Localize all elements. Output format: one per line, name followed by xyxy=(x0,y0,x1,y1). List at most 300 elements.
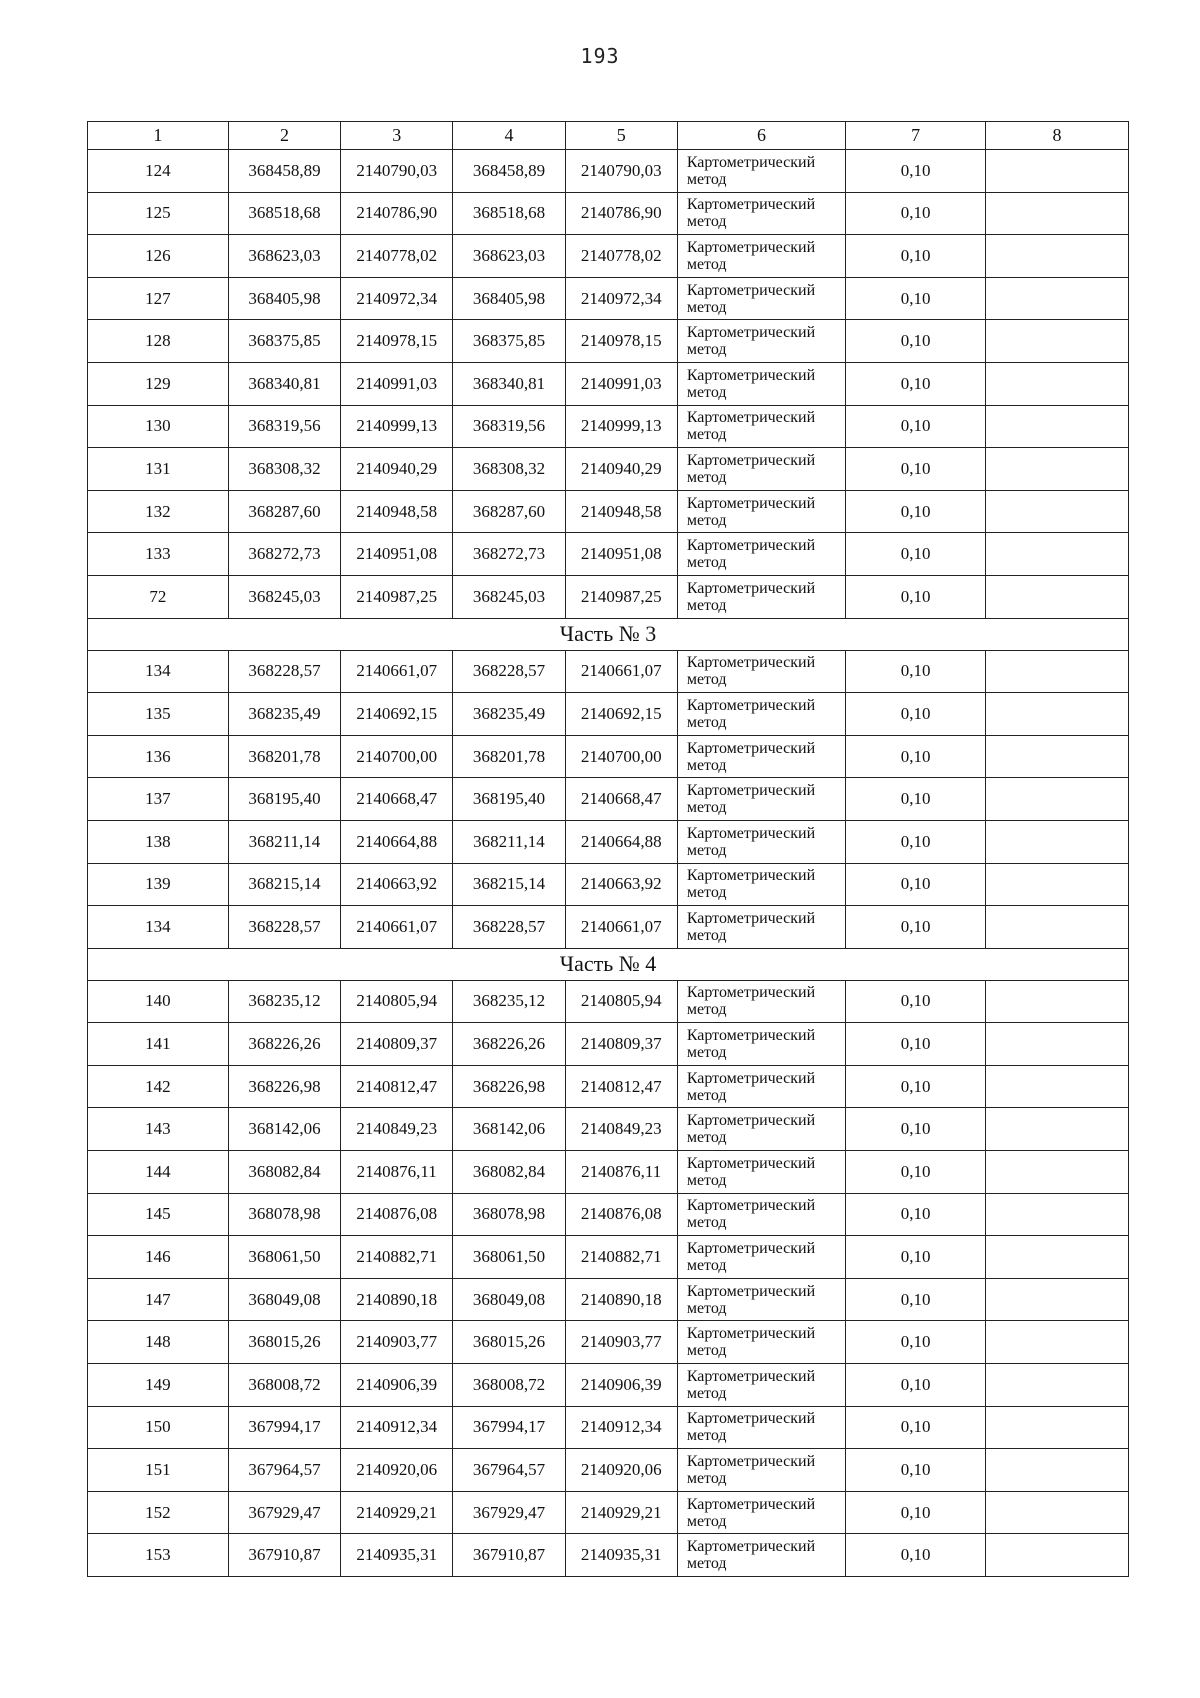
point-number-cell: 142 xyxy=(88,1065,229,1108)
header-cell: 3 xyxy=(341,122,453,150)
x-coordinate-cell: 368287,60 xyxy=(228,490,340,533)
x-coordinate-cell: 368049,08 xyxy=(228,1278,340,1321)
x-coordinate-cell: 368008,72 xyxy=(453,1364,565,1407)
y-coordinate-cell: 2140948,58 xyxy=(341,490,453,533)
x-coordinate-cell: 368518,68 xyxy=(453,192,565,235)
method-cell: Картометрический метод xyxy=(677,820,845,863)
x-coordinate-cell: 368228,57 xyxy=(453,650,565,693)
x-coordinate-cell: 368078,98 xyxy=(453,1193,565,1236)
accuracy-cell: 0,10 xyxy=(846,277,986,320)
point-number-cell: 143 xyxy=(88,1108,229,1151)
x-coordinate-cell: 368201,78 xyxy=(453,735,565,778)
table-row xyxy=(88,192,1129,235)
y-coordinate-cell: 2140903,77 xyxy=(341,1321,453,1364)
table-row xyxy=(88,1534,1129,1577)
y-coordinate-cell: 2140661,07 xyxy=(565,650,677,693)
x-coordinate-cell: 368623,03 xyxy=(228,235,340,278)
point-number-cell: 151 xyxy=(88,1449,229,1492)
note-cell xyxy=(986,693,1129,736)
note-cell xyxy=(986,778,1129,821)
note-cell xyxy=(986,277,1129,320)
point-number-cell: 147 xyxy=(88,1278,229,1321)
y-coordinate-cell: 2140912,34 xyxy=(341,1406,453,1449)
y-coordinate-cell: 2140809,37 xyxy=(565,1023,677,1066)
point-number-cell: 144 xyxy=(88,1151,229,1194)
note-cell xyxy=(986,863,1129,906)
y-coordinate-cell: 2140991,03 xyxy=(341,362,453,405)
accuracy-cell: 0,10 xyxy=(846,405,986,448)
x-coordinate-cell: 368061,50 xyxy=(453,1236,565,1279)
note-cell xyxy=(986,1151,1129,1194)
accuracy-cell: 0,10 xyxy=(846,575,986,618)
method-cell: Картометрический метод xyxy=(677,150,845,193)
table-row xyxy=(88,448,1129,491)
note-cell xyxy=(986,1364,1129,1407)
x-coordinate-cell: 368518,68 xyxy=(228,192,340,235)
x-coordinate-cell: 368211,14 xyxy=(453,820,565,863)
table-row xyxy=(88,863,1129,906)
y-coordinate-cell: 2140890,18 xyxy=(565,1278,677,1321)
x-coordinate-cell: 368287,60 xyxy=(453,490,565,533)
accuracy-cell: 0,10 xyxy=(846,320,986,363)
accuracy-cell: 0,10 xyxy=(846,1449,986,1492)
method-cell: Картометрический метод xyxy=(677,320,845,363)
y-coordinate-cell: 2140972,34 xyxy=(565,277,677,320)
method-cell: Картометрический метод xyxy=(677,277,845,320)
accuracy-cell: 0,10 xyxy=(846,778,986,821)
x-coordinate-cell: 368082,84 xyxy=(228,1151,340,1194)
x-coordinate-cell: 368015,26 xyxy=(228,1321,340,1364)
x-coordinate-cell: 367910,87 xyxy=(228,1534,340,1577)
y-coordinate-cell: 2140882,71 xyxy=(341,1236,453,1279)
point-number-cell: 150 xyxy=(88,1406,229,1449)
point-number-cell: 134 xyxy=(88,906,229,949)
note-cell xyxy=(986,490,1129,533)
y-coordinate-cell: 2140805,94 xyxy=(565,980,677,1023)
header-cell: 1 xyxy=(88,122,229,150)
x-coordinate-cell: 367994,17 xyxy=(228,1406,340,1449)
method-cell: Картометрический метод xyxy=(677,1151,845,1194)
accuracy-cell: 0,10 xyxy=(846,863,986,906)
y-coordinate-cell: 2140929,21 xyxy=(565,1491,677,1534)
note-cell xyxy=(986,150,1129,193)
table-row xyxy=(88,1023,1129,1066)
x-coordinate-cell: 368272,73 xyxy=(453,533,565,576)
table-row xyxy=(88,150,1129,193)
note-cell xyxy=(986,1236,1129,1279)
point-number-cell: 72 xyxy=(88,575,229,618)
note-cell xyxy=(986,575,1129,618)
method-cell: Картометрический метод xyxy=(677,1491,845,1534)
y-coordinate-cell: 2140661,07 xyxy=(565,906,677,949)
y-coordinate-cell: 2140882,71 xyxy=(565,1236,677,1279)
table-row xyxy=(88,1449,1129,1492)
accuracy-cell: 0,10 xyxy=(846,820,986,863)
note-cell xyxy=(986,235,1129,278)
y-coordinate-cell: 2140935,31 xyxy=(565,1534,677,1577)
table-row xyxy=(88,320,1129,363)
y-coordinate-cell: 2140661,07 xyxy=(341,906,453,949)
note-cell xyxy=(986,1534,1129,1577)
x-coordinate-cell: 368228,57 xyxy=(228,906,340,949)
x-coordinate-cell: 367964,57 xyxy=(453,1449,565,1492)
header-cell: 2 xyxy=(228,122,340,150)
accuracy-cell: 0,10 xyxy=(846,650,986,693)
y-coordinate-cell: 2140929,21 xyxy=(341,1491,453,1534)
accuracy-cell: 0,10 xyxy=(846,1151,986,1194)
x-coordinate-cell: 368375,85 xyxy=(228,320,340,363)
table-row xyxy=(88,1321,1129,1364)
x-coordinate-cell: 368226,98 xyxy=(453,1065,565,1108)
y-coordinate-cell: 2140940,29 xyxy=(341,448,453,491)
accuracy-cell: 0,10 xyxy=(846,1278,986,1321)
y-coordinate-cell: 2140809,37 xyxy=(341,1023,453,1066)
method-cell: Картометрический метод xyxy=(677,980,845,1023)
method-cell: Картометрический метод xyxy=(677,1278,845,1321)
x-coordinate-cell: 367964,57 xyxy=(228,1449,340,1492)
note-cell xyxy=(986,820,1129,863)
y-coordinate-cell: 2140951,08 xyxy=(565,533,677,576)
y-coordinate-cell: 2140999,13 xyxy=(565,405,677,448)
note-cell xyxy=(986,1278,1129,1321)
point-number-cell: 126 xyxy=(88,235,229,278)
x-coordinate-cell: 368235,12 xyxy=(228,980,340,1023)
table-row xyxy=(88,980,1129,1023)
point-number-cell: 145 xyxy=(88,1193,229,1236)
x-coordinate-cell: 368228,57 xyxy=(228,650,340,693)
x-coordinate-cell: 368340,81 xyxy=(453,362,565,405)
y-coordinate-cell: 2140906,39 xyxy=(565,1364,677,1407)
accuracy-cell: 0,10 xyxy=(846,1193,986,1236)
y-coordinate-cell: 2140876,11 xyxy=(341,1151,453,1194)
note-cell xyxy=(986,320,1129,363)
method-cell: Картометрический метод xyxy=(677,1321,845,1364)
x-coordinate-cell: 367994,17 xyxy=(453,1406,565,1449)
point-number-cell: 138 xyxy=(88,820,229,863)
accuracy-cell: 0,10 xyxy=(846,448,986,491)
method-cell: Картометрический метод xyxy=(677,650,845,693)
y-coordinate-cell: 2140920,06 xyxy=(565,1449,677,1492)
method-cell: Картометрический метод xyxy=(677,1023,845,1066)
method-cell: Картометрический метод xyxy=(677,1534,845,1577)
accuracy-cell: 0,10 xyxy=(846,1023,986,1066)
y-coordinate-cell: 2140876,08 xyxy=(341,1193,453,1236)
x-coordinate-cell: 368319,56 xyxy=(228,405,340,448)
y-coordinate-cell: 2140812,47 xyxy=(565,1065,677,1108)
table-row xyxy=(88,778,1129,821)
table-row xyxy=(88,693,1129,736)
page-number: 193 xyxy=(580,44,620,68)
method-cell: Картометрический метод xyxy=(677,1236,845,1279)
x-coordinate-cell: 368235,49 xyxy=(228,693,340,736)
accuracy-cell: 0,10 xyxy=(846,1364,986,1407)
x-coordinate-cell: 368228,57 xyxy=(453,906,565,949)
y-coordinate-cell: 2140906,39 xyxy=(341,1364,453,1407)
point-number-cell: 132 xyxy=(88,490,229,533)
accuracy-cell: 0,10 xyxy=(846,490,986,533)
method-cell: Картометрический метод xyxy=(677,533,845,576)
accuracy-cell: 0,10 xyxy=(846,362,986,405)
table-row xyxy=(88,1278,1129,1321)
method-cell: Картометрический метод xyxy=(677,490,845,533)
method-cell: Картометрический метод xyxy=(677,1065,845,1108)
y-coordinate-cell: 2140948,58 xyxy=(565,490,677,533)
note-cell xyxy=(986,650,1129,693)
note-cell xyxy=(986,906,1129,949)
point-number-cell: 125 xyxy=(88,192,229,235)
method-cell: Картометрический метод xyxy=(677,192,845,235)
x-coordinate-cell: 368375,85 xyxy=(453,320,565,363)
y-coordinate-cell: 2140664,88 xyxy=(341,820,453,863)
point-number-cell: 135 xyxy=(88,693,229,736)
accuracy-cell: 0,10 xyxy=(846,1534,986,1577)
accuracy-cell: 0,10 xyxy=(846,533,986,576)
table-row xyxy=(88,820,1129,863)
accuracy-cell: 0,10 xyxy=(846,1491,986,1534)
method-cell: Картометрический метод xyxy=(677,575,845,618)
accuracy-cell: 0,10 xyxy=(846,192,986,235)
note-cell xyxy=(986,192,1129,235)
table-row xyxy=(88,235,1129,278)
note-cell xyxy=(986,362,1129,405)
x-coordinate-cell: 368272,73 xyxy=(228,533,340,576)
table-row xyxy=(88,735,1129,778)
header-cell: 5 xyxy=(565,122,677,150)
method-cell: Картометрический метод xyxy=(677,735,845,778)
table-row xyxy=(88,533,1129,576)
accuracy-cell: 0,10 xyxy=(846,1406,986,1449)
method-cell: Картометрический метод xyxy=(677,778,845,821)
x-coordinate-cell: 368078,98 xyxy=(228,1193,340,1236)
accuracy-cell: 0,10 xyxy=(846,1065,986,1108)
y-coordinate-cell: 2140912,34 xyxy=(565,1406,677,1449)
method-cell: Картометрический метод xyxy=(677,906,845,949)
x-coordinate-cell: 368308,32 xyxy=(228,448,340,491)
y-coordinate-cell: 2140999,13 xyxy=(341,405,453,448)
y-coordinate-cell: 2140692,15 xyxy=(565,693,677,736)
note-cell xyxy=(986,448,1129,491)
note-cell xyxy=(986,1023,1129,1066)
x-coordinate-cell: 368319,56 xyxy=(453,405,565,448)
table-row xyxy=(88,490,1129,533)
y-coordinate-cell: 2140876,08 xyxy=(565,1193,677,1236)
note-cell xyxy=(986,1108,1129,1151)
y-coordinate-cell: 2140978,15 xyxy=(565,320,677,363)
x-coordinate-cell: 368215,14 xyxy=(453,863,565,906)
x-coordinate-cell: 368008,72 xyxy=(228,1364,340,1407)
note-cell xyxy=(986,1406,1129,1449)
note-cell xyxy=(986,980,1129,1023)
y-coordinate-cell: 2140920,06 xyxy=(341,1449,453,1492)
y-coordinate-cell: 2140805,94 xyxy=(341,980,453,1023)
y-coordinate-cell: 2140790,03 xyxy=(565,150,677,193)
accuracy-cell: 0,10 xyxy=(846,235,986,278)
y-coordinate-cell: 2140790,03 xyxy=(341,150,453,193)
method-cell: Картометрический метод xyxy=(677,1364,845,1407)
method-cell: Картометрический метод xyxy=(677,235,845,278)
y-coordinate-cell: 2140700,00 xyxy=(565,735,677,778)
point-number-cell: 141 xyxy=(88,1023,229,1066)
section-title: Часть № 3 xyxy=(88,618,1129,650)
y-coordinate-cell: 2140987,25 xyxy=(341,575,453,618)
y-coordinate-cell: 2140661,07 xyxy=(341,650,453,693)
point-number-cell: 131 xyxy=(88,448,229,491)
y-coordinate-cell: 2140940,29 xyxy=(565,448,677,491)
table-row xyxy=(88,1491,1129,1534)
y-coordinate-cell: 2140786,90 xyxy=(565,192,677,235)
table-row xyxy=(88,1108,1129,1151)
point-number-cell: 127 xyxy=(88,277,229,320)
method-cell: Картометрический метод xyxy=(677,1406,845,1449)
header-cell: 8 xyxy=(986,122,1129,150)
point-number-cell: 146 xyxy=(88,1236,229,1279)
section-title: Часть № 4 xyxy=(88,948,1129,980)
method-cell: Картометрический метод xyxy=(677,448,845,491)
point-number-cell: 149 xyxy=(88,1364,229,1407)
x-coordinate-cell: 367929,47 xyxy=(453,1491,565,1534)
x-coordinate-cell: 368405,98 xyxy=(453,277,565,320)
accuracy-cell: 0,10 xyxy=(846,693,986,736)
y-coordinate-cell: 2140668,47 xyxy=(565,778,677,821)
accuracy-cell: 0,10 xyxy=(846,980,986,1023)
y-coordinate-cell: 2140664,88 xyxy=(565,820,677,863)
table-row xyxy=(88,277,1129,320)
x-coordinate-cell: 368226,26 xyxy=(228,1023,340,1066)
method-cell: Картометрический метод xyxy=(677,1449,845,1492)
x-coordinate-cell: 368211,14 xyxy=(228,820,340,863)
method-cell: Картометрический метод xyxy=(677,693,845,736)
method-cell: Картометрический метод xyxy=(677,362,845,405)
y-coordinate-cell: 2140778,02 xyxy=(341,235,453,278)
point-number-cell: 136 xyxy=(88,735,229,778)
x-coordinate-cell: 367910,87 xyxy=(453,1534,565,1577)
y-coordinate-cell: 2140786,90 xyxy=(341,192,453,235)
note-cell xyxy=(986,405,1129,448)
point-number-cell: 128 xyxy=(88,320,229,363)
y-coordinate-cell: 2140778,02 xyxy=(565,235,677,278)
point-number-cell: 152 xyxy=(88,1491,229,1534)
point-number-cell: 130 xyxy=(88,405,229,448)
header-cell: 4 xyxy=(453,122,565,150)
x-coordinate-cell: 368142,06 xyxy=(228,1108,340,1151)
x-coordinate-cell: 368195,40 xyxy=(228,778,340,821)
method-cell: Картометрический метод xyxy=(677,863,845,906)
y-coordinate-cell: 2140812,47 xyxy=(341,1065,453,1108)
y-coordinate-cell: 2140668,47 xyxy=(341,778,453,821)
accuracy-cell: 0,10 xyxy=(846,150,986,193)
point-number-cell: 129 xyxy=(88,362,229,405)
point-number-cell: 139 xyxy=(88,863,229,906)
header-cell: 7 xyxy=(846,122,986,150)
x-coordinate-cell: 368235,49 xyxy=(453,693,565,736)
table-row xyxy=(88,650,1129,693)
x-coordinate-cell: 368623,03 xyxy=(453,235,565,278)
y-coordinate-cell: 2140991,03 xyxy=(565,362,677,405)
note-cell xyxy=(986,1321,1129,1364)
y-coordinate-cell: 2140700,00 xyxy=(341,735,453,778)
x-coordinate-cell: 367929,47 xyxy=(228,1491,340,1534)
note-cell xyxy=(986,1193,1129,1236)
x-coordinate-cell: 368142,06 xyxy=(453,1108,565,1151)
accuracy-cell: 0,10 xyxy=(846,906,986,949)
y-coordinate-cell: 2140903,77 xyxy=(565,1321,677,1364)
coordinates-table xyxy=(87,121,1129,1577)
x-coordinate-cell: 368226,26 xyxy=(453,1023,565,1066)
y-coordinate-cell: 2140987,25 xyxy=(565,575,677,618)
accuracy-cell: 0,10 xyxy=(846,1236,986,1279)
y-coordinate-cell: 2140890,18 xyxy=(341,1278,453,1321)
table-row xyxy=(88,1364,1129,1407)
note-cell xyxy=(986,1449,1129,1492)
header-row xyxy=(88,122,1129,150)
y-coordinate-cell: 2140978,15 xyxy=(341,320,453,363)
x-coordinate-cell: 368235,12 xyxy=(453,980,565,1023)
note-cell xyxy=(986,1491,1129,1534)
section-row xyxy=(88,948,1129,980)
x-coordinate-cell: 368458,89 xyxy=(228,150,340,193)
point-number-cell: 148 xyxy=(88,1321,229,1364)
table-row xyxy=(88,1193,1129,1236)
header-cell: 6 xyxy=(677,122,845,150)
note-cell xyxy=(986,1065,1129,1108)
table-row xyxy=(88,1236,1129,1279)
table-row xyxy=(88,1406,1129,1449)
accuracy-cell: 0,10 xyxy=(846,735,986,778)
x-coordinate-cell: 368226,98 xyxy=(228,1065,340,1108)
note-cell xyxy=(986,533,1129,576)
x-coordinate-cell: 368015,26 xyxy=(453,1321,565,1364)
y-coordinate-cell: 2140663,92 xyxy=(341,863,453,906)
table-row xyxy=(88,575,1129,618)
point-number-cell: 124 xyxy=(88,150,229,193)
x-coordinate-cell: 368195,40 xyxy=(453,778,565,821)
method-cell: Картометрический метод xyxy=(677,405,845,448)
accuracy-cell: 0,10 xyxy=(846,1108,986,1151)
point-number-cell: 133 xyxy=(88,533,229,576)
x-coordinate-cell: 368340,81 xyxy=(228,362,340,405)
x-coordinate-cell: 368201,78 xyxy=(228,735,340,778)
x-coordinate-cell: 368245,03 xyxy=(228,575,340,618)
note-cell xyxy=(986,735,1129,778)
y-coordinate-cell: 2140692,15 xyxy=(341,693,453,736)
y-coordinate-cell: 2140876,11 xyxy=(565,1151,677,1194)
method-cell: Картометрический метод xyxy=(677,1108,845,1151)
table-row xyxy=(88,906,1129,949)
section-row xyxy=(88,618,1129,650)
point-number-cell: 153 xyxy=(88,1534,229,1577)
point-number-cell: 137 xyxy=(88,778,229,821)
y-coordinate-cell: 2140849,23 xyxy=(565,1108,677,1151)
x-coordinate-cell: 368215,14 xyxy=(228,863,340,906)
table-row xyxy=(88,1065,1129,1108)
y-coordinate-cell: 2140663,92 xyxy=(565,863,677,906)
x-coordinate-cell: 368082,84 xyxy=(453,1151,565,1194)
table-row xyxy=(88,362,1129,405)
x-coordinate-cell: 368458,89 xyxy=(453,150,565,193)
y-coordinate-cell: 2140972,34 xyxy=(341,277,453,320)
x-coordinate-cell: 368245,03 xyxy=(453,575,565,618)
x-coordinate-cell: 368049,08 xyxy=(453,1278,565,1321)
y-coordinate-cell: 2140849,23 xyxy=(341,1108,453,1151)
x-coordinate-cell: 368061,50 xyxy=(228,1236,340,1279)
x-coordinate-cell: 368405,98 xyxy=(228,277,340,320)
point-number-cell: 140 xyxy=(88,980,229,1023)
table-body xyxy=(88,150,1129,1577)
y-coordinate-cell: 2140951,08 xyxy=(341,533,453,576)
table-row xyxy=(88,405,1129,448)
accuracy-cell: 0,10 xyxy=(846,1321,986,1364)
point-number-cell: 134 xyxy=(88,650,229,693)
